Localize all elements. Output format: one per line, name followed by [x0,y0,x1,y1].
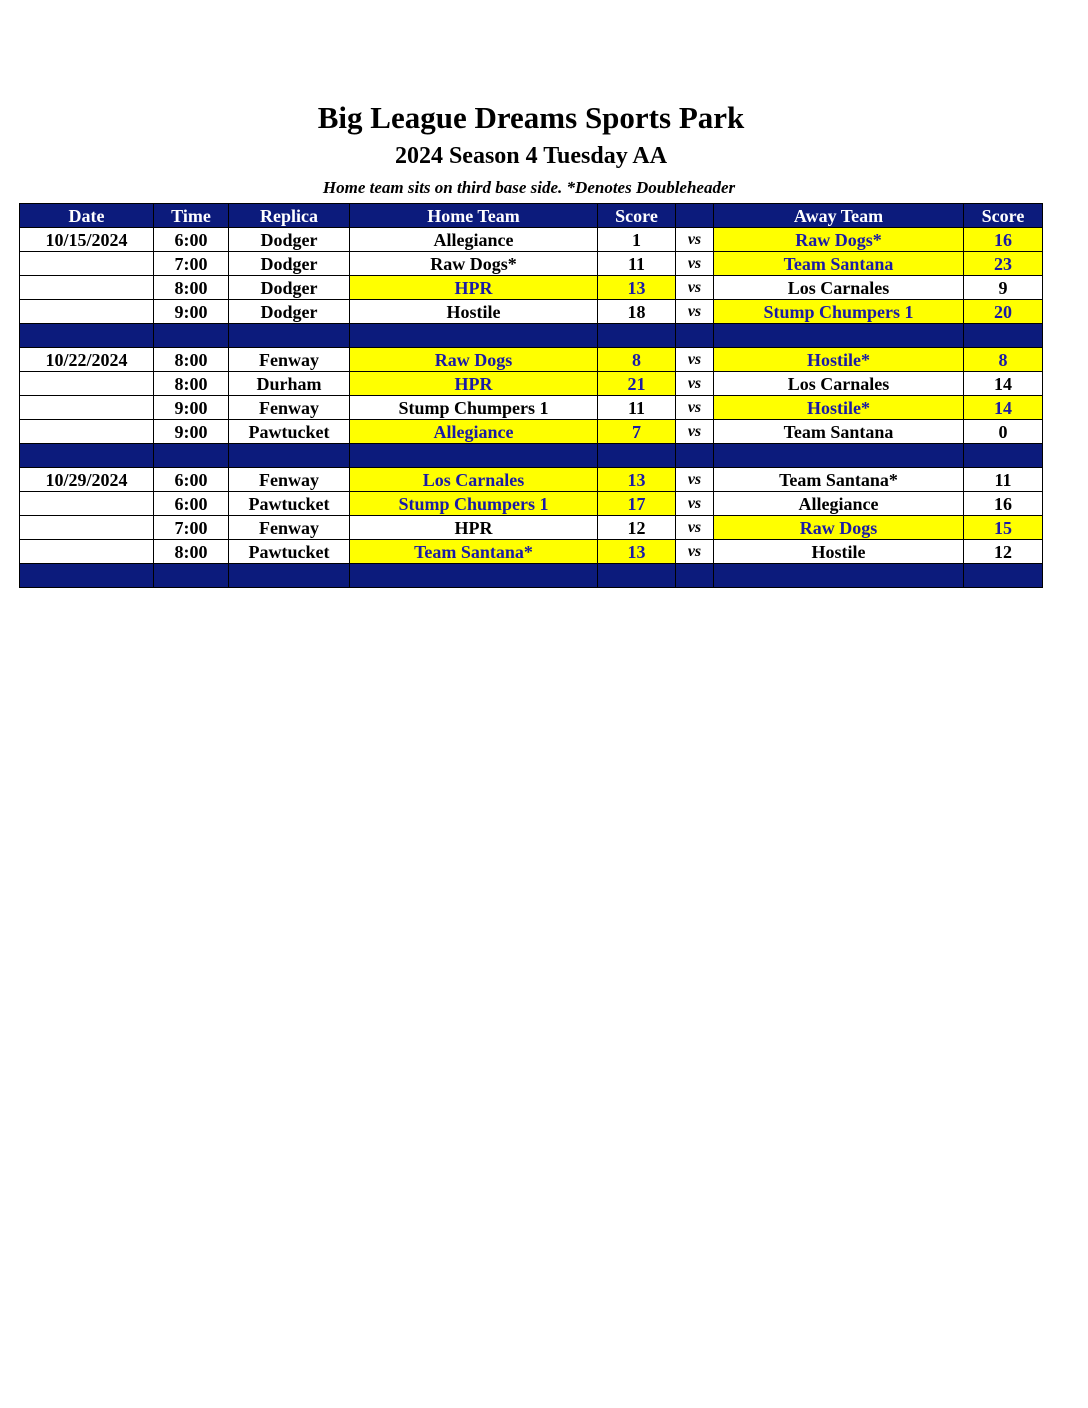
column-header-vs [676,204,714,228]
cell-home-score: 7 [598,420,676,444]
separator-cell [714,564,964,588]
separator-cell [964,324,1043,348]
cell-time: 8:00 [154,372,229,396]
table-row [20,300,1043,324]
cell-away-score: 16 [964,492,1043,516]
column-header-replica: Replica [229,204,350,228]
group-separator-row [20,324,1043,348]
column-header-away-score: Score [964,204,1043,228]
cell-home-score: 17 [598,492,676,516]
cell-date [20,396,154,420]
cell-date [20,492,154,516]
cell-away-team: Team Santana [714,252,964,276]
table-row [20,348,1043,372]
cell-date: 10/15/2024 [20,228,154,252]
separator-cell [676,564,714,588]
column-header-date: Date [20,204,154,228]
separator-cell [154,564,229,588]
cell-home-team: Allegiance [350,420,598,444]
cell-replica: Durham [229,372,350,396]
column-header-home-score: Score [598,204,676,228]
group-separator-row [20,564,1043,588]
cell-away-team: Team Santana* [714,468,964,492]
cell-vs: vs [676,252,714,276]
cell-vs: vs [676,348,714,372]
cell-away-score: 15 [964,516,1043,540]
column-header-home-team: Home Team [350,204,598,228]
cell-time: 8:00 [154,540,229,564]
separator-cell [350,444,598,468]
cell-home-score: 1 [598,228,676,252]
separator-cell [350,564,598,588]
separator-cell [676,324,714,348]
cell-away-team: Hostile* [714,348,964,372]
cell-date [20,252,154,276]
schedule-table [19,203,1043,588]
cell-away-score: 12 [964,540,1043,564]
cell-home-score: 13 [598,540,676,564]
cell-home-team: Raw Dogs [350,348,598,372]
cell-vs: vs [676,300,714,324]
cell-away-team: Stump Chumpers 1 [714,300,964,324]
cell-vs: vs [676,516,714,540]
cell-away-team: Los Carnales [714,276,964,300]
separator-cell [20,324,154,348]
cell-date [20,516,154,540]
cell-replica: Pawtucket [229,492,350,516]
table-row [20,420,1043,444]
cell-home-team: Stump Chumpers 1 [350,396,598,420]
cell-time: 6:00 [154,468,229,492]
cell-home-team: Allegiance [350,228,598,252]
cell-home-team: HPR [350,276,598,300]
table-row [20,228,1043,252]
cell-away-score: 16 [964,228,1043,252]
cell-away-score: 20 [964,300,1043,324]
table-row [20,276,1043,300]
cell-away-score: 14 [964,372,1043,396]
cell-home-team: Hostile [350,300,598,324]
cell-away-score: 9 [964,276,1043,300]
separator-cell [714,324,964,348]
cell-away-score: 11 [964,468,1043,492]
table-row [20,252,1043,276]
separator-cell [714,444,964,468]
separator-cell [676,444,714,468]
cell-time: 7:00 [154,252,229,276]
separator-cell [20,564,154,588]
cell-time: 9:00 [154,420,229,444]
cell-replica: Fenway [229,396,350,420]
cell-away-team: Raw Dogs* [714,228,964,252]
cell-vs: vs [676,420,714,444]
cell-date [20,300,154,324]
cell-date [20,420,154,444]
cell-date [20,276,154,300]
separator-cell [229,444,350,468]
cell-home-team: Raw Dogs* [350,252,598,276]
table-row [20,372,1043,396]
cell-home-team: HPR [350,516,598,540]
cell-date: 10/22/2024 [20,348,154,372]
table-row [20,516,1043,540]
cell-away-score: 23 [964,252,1043,276]
column-header-away-team: Away Team [714,204,964,228]
page-subtitle: 2024 Season 4 Tuesday AA [394,143,668,169]
cell-replica: Dodger [229,252,350,276]
cell-home-score: 13 [598,276,676,300]
table-header-row [20,204,1043,228]
cell-replica: Dodger [229,300,350,324]
cell-time: 8:00 [154,348,229,372]
cell-vs: vs [676,396,714,420]
cell-time: 6:00 [154,228,229,252]
cell-replica: Dodger [229,228,350,252]
separator-cell [598,564,676,588]
table-row [20,468,1043,492]
cell-replica: Fenway [229,348,350,372]
table-row [20,396,1043,420]
cell-home-score: 12 [598,516,676,540]
cell-replica: Dodger [229,276,350,300]
column-header-time: Time [154,204,229,228]
cell-vs: vs [676,492,714,516]
cell-home-team: HPR [350,372,598,396]
cell-away-team: Hostile* [714,396,964,420]
cell-time: 7:00 [154,516,229,540]
cell-home-score: 21 [598,372,676,396]
separator-cell [964,564,1043,588]
cell-home-score: 18 [598,300,676,324]
table-row [20,540,1043,564]
separator-cell [350,324,598,348]
cell-date [20,540,154,564]
cell-home-score: 11 [598,396,676,420]
schedule-body [20,228,1043,588]
cell-home-score: 11 [598,252,676,276]
cell-home-score: 13 [598,468,676,492]
cell-vs: vs [676,276,714,300]
cell-away-score: 14 [964,396,1043,420]
separator-cell [154,324,229,348]
cell-vs: vs [676,372,714,396]
page-title: Big League Dreams Sports Park [317,100,745,135]
cell-vs: vs [676,228,714,252]
separator-cell [229,564,350,588]
cell-time: 9:00 [154,300,229,324]
cell-home-team: Los Carnales [350,468,598,492]
cell-vs: vs [676,540,714,564]
cell-replica: Pawtucket [229,540,350,564]
cell-away-team: Allegiance [714,492,964,516]
separator-cell [964,444,1043,468]
cell-away-team: Los Carnales [714,372,964,396]
cell-replica: Pawtucket [229,420,350,444]
cell-time: 8:00 [154,276,229,300]
group-separator-row [20,444,1043,468]
cell-replica: Fenway [229,516,350,540]
cell-away-score: 8 [964,348,1043,372]
cell-replica: Fenway [229,468,350,492]
cell-time: 9:00 [154,396,229,420]
separator-cell [229,324,350,348]
cell-home-team: Stump Chumpers 1 [350,492,598,516]
separator-cell [598,324,676,348]
cell-vs: vs [676,468,714,492]
schedule-note: Home team sits on third base side. *Denotes Doubleheader [322,178,736,197]
separator-cell [154,444,229,468]
cell-away-score: 0 [964,420,1043,444]
cell-away-team: Hostile [714,540,964,564]
cell-home-team: Team Santana* [350,540,598,564]
cell-date [20,372,154,396]
cell-date: 10/29/2024 [20,468,154,492]
cell-away-team: Team Santana [714,420,964,444]
cell-away-team: Raw Dogs [714,516,964,540]
separator-cell [598,444,676,468]
cell-home-score: 8 [598,348,676,372]
separator-cell [20,444,154,468]
table-row [20,492,1043,516]
cell-time: 6:00 [154,492,229,516]
